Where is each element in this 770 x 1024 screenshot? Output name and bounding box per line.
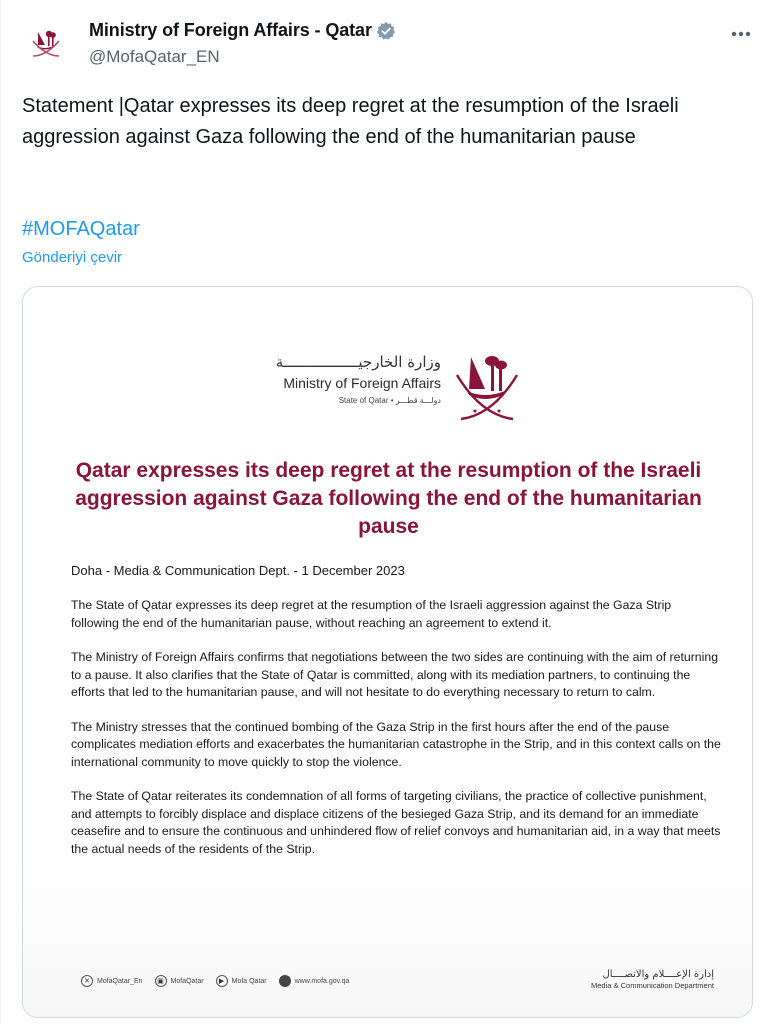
qatar-emblem-icon: [451, 349, 523, 429]
youtube-icon: ▶: [216, 975, 228, 987]
document-footer-socials: [81, 975, 349, 987]
instagram-icon: ▣: [155, 975, 167, 987]
statement-dateline: Doha - Media & Communication Dept. - 1 December 2023: [71, 563, 405, 578]
ministry-letterhead: [263, 349, 523, 429]
social-x: [81, 975, 143, 987]
social-website: [279, 975, 350, 987]
hashtag-link[interactable]: #MOFAQatar: [22, 218, 140, 240]
social-instagram: [155, 975, 204, 987]
user-handle[interactable]: @MofaQatar_EN: [89, 47, 220, 66]
timeline-border: [0, 0, 1, 1024]
social-label: Mofa Qatar: [231, 977, 267, 985]
tweet-media-image[interactable]: [22, 286, 753, 1018]
statement-paragraph: The State of Qatar reiterates its condemnation of all forms of targeting civilians, the practice of collective punishment, and attempts to forcibly displace and displace citizens of the besieged Gaza Strip, and its demand for an immediate ceasefire and to ensure the continuous and unhindered flow of relief convoys and humanitarian aid, in a way that meets the actual needs of the residents of the Strip.: [71, 789, 721, 856]
avatar[interactable]: [22, 20, 70, 68]
more-horizontal-icon: [731, 31, 751, 37]
display-name-row: [89, 20, 396, 41]
translate-post-link[interactable]: Gönderiyi çevir: [22, 249, 123, 266]
statement-paragraph: The Ministry of Foreign Affairs confirms that negotiations between the two sides are continuing with the aim of returning to a pause. It also clarifies that the State of Qatar is committed, along with its mediation partners, to continuing the efforts that led to the humanitarian pause, and will not hesitate to do everything necessary to return to calm.: [71, 650, 719, 699]
globe-icon: [279, 975, 291, 987]
social-label: MofaQatar: [170, 977, 204, 985]
media-dept-logo: [591, 969, 714, 990]
social-youtube: [216, 975, 267, 987]
display-name[interactable]: Ministry of Foreign Affairs - Qatar: [89, 20, 372, 40]
dept-arabic-name: إدارة الإعــــلام والاتصــــال: [602, 969, 714, 980]
letterhead-arabic-title: وزارة الخارجيـــــــــــــــــة: [275, 353, 441, 371]
dept-english-name: Media & Communication Department: [591, 981, 714, 990]
social-label: www.mofa.gov.qa: [294, 977, 350, 985]
tweet-text: Statement |Qatar expresses its deep regret at the resumption of the Israeli aggression against Gaza following the end of the humanitarian pause: [22, 95, 679, 148]
letterhead-english-title: Ministry of Foreign Affairs: [283, 375, 441, 391]
statement-document: [23, 287, 752, 1017]
verified-badge-icon: [376, 21, 396, 41]
social-label: MofaQatar_En: [97, 977, 143, 985]
tweet-header: [0, 0, 770, 80]
x-icon: ✕: [81, 975, 93, 987]
statement-paragraph: The State of Qatar expresses its deep regret at the resumption of the Israeli aggression against the Gaza Strip following the end of the humanitarian pause, without reaching an agreement to extend it.: [71, 598, 672, 630]
more-options-button[interactable]: [725, 22, 757, 46]
statement-body: [71, 597, 721, 875]
qatar-emblem-icon: [28, 26, 64, 62]
statement-headline: Qatar expresses its deep regret at the resumption of the Israeli aggression against Gaza following the end of the humanitarian pause: [75, 459, 702, 538]
statement-paragraph: The Ministry stresses that the continued bombing of the Gaza Strip in the first hours after the end of the pause complicates mediation efforts and exacerbates the humanitarian catastrophe in the Strip, and in this context calls on the international community to move quickly to stop the violence.: [71, 719, 721, 769]
letterhead-state-line: State of Qatar • دولـــة قطـــر: [338, 396, 441, 405]
